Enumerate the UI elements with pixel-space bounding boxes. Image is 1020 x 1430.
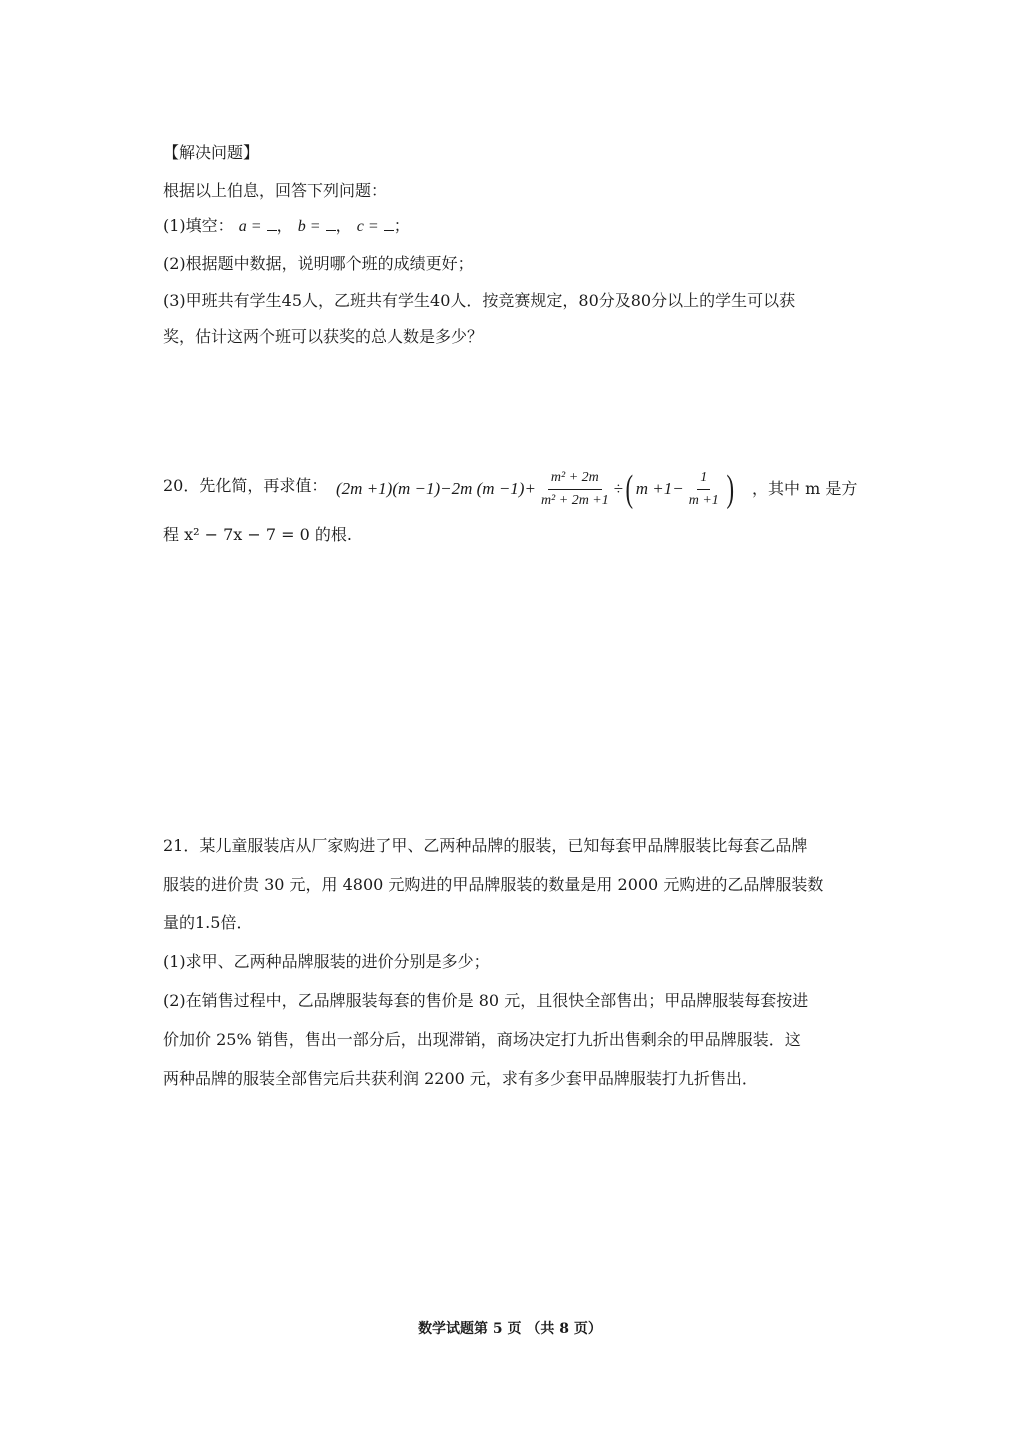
- q19-part1-end: ；: [393, 216, 410, 235]
- q21-line2: 服装的进价贵 30 元，用 4800 元购进的甲品牌服装的数量是用 2000 元购进的乙品牌服装数: [163, 875, 824, 894]
- q21-part1: (1)求甲、乙两种品牌服装的进价分别是多少；: [163, 952, 490, 971]
- q19-part1: [163, 215, 410, 238]
- section-heading: 【解决问题】: [163, 143, 260, 162]
- paren-inner: m +1−: [635, 479, 684, 498]
- right-paren: ): [726, 468, 734, 510]
- divide-sign: ÷: [613, 479, 624, 498]
- frac1-numerator: m² + 2m: [548, 469, 602, 490]
- page-footer: 数学试题第 5 页 （共 8 页）: [418, 1321, 602, 1337]
- frac2-denominator: m +1: [688, 492, 719, 508]
- q20-fraction-2: [686, 469, 722, 510]
- blank-a: [267, 218, 277, 231]
- q20-suffix: ，其中 m 是方: [752, 479, 858, 498]
- sep-1: ，: [276, 216, 293, 235]
- q21-line3: 量的1.5倍．: [163, 913, 253, 932]
- q20-expr-part1: (2m +1)(m −1)−2m (m −1)+: [336, 479, 536, 498]
- q19-var-a: a =: [238, 218, 262, 235]
- q19-part2: (2)根据题中数据，说明哪个班的成绩更好；: [163, 254, 474, 273]
- sep-2: ，: [335, 216, 352, 235]
- q20-expression: [336, 463, 736, 515]
- q21-part2-line3: 两种品牌的服装全部售完后共获利润 2200 元，求有多少套甲品牌服装打九折售出．: [163, 1069, 758, 1088]
- q21-part2-line2: 价加价 25% 销售，售出一部分后，出现滞销，商场决定打九折出售剩余的甲品牌服装．这: [163, 1030, 801, 1049]
- blank-c: [384, 218, 394, 231]
- frac1-denominator: m² + 2m +1: [540, 492, 609, 508]
- frac2-numerator: 1: [697, 469, 710, 490]
- q21-part2-line1: (2)在销售过程中，乙品牌服装每套的售价是 80 元，且很快全部售出；甲品牌服装每套按进: [163, 991, 809, 1010]
- section-intro: 根据以上伯息，回答下列问题：: [163, 181, 388, 200]
- q19-part3-line2: 奖，估计这两个班可以获奖的总人数是多少？: [163, 327, 484, 346]
- left-paren: (: [625, 468, 634, 510]
- q21-line1: 21．某儿童服装店从厂家购进了甲、乙两种品牌的服装，已知每套甲品牌服装比每套乙品牌: [163, 836, 808, 855]
- q19-part3-line1: (3)甲班共有学生45人，乙班共有学生40人．按竞赛规定，80分及80分以上的学生可以获: [163, 291, 796, 310]
- q20-fraction-1: [538, 469, 612, 510]
- q20-prefix: 20．先化简，再求值：: [163, 476, 328, 495]
- blank-b: [326, 218, 336, 231]
- q20-line2: 程 x² − 7x − 7 = 0 的根.: [163, 525, 352, 544]
- q19-var-b: b =: [297, 218, 321, 235]
- q19-part1-prefix: (1)填空：: [163, 216, 234, 235]
- q19-var-c: c =: [356, 218, 379, 235]
